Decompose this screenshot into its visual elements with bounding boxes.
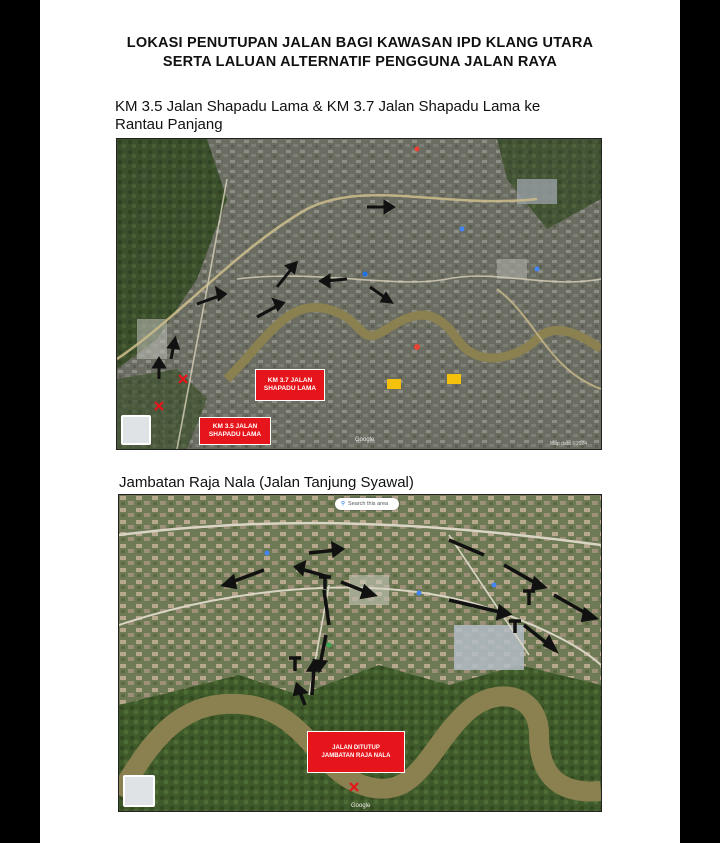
- map1-label-a-line-1: KM 3.7 JALAN: [267, 377, 313, 384]
- map2-satellite-view[interactable]: [118, 494, 602, 812]
- document-title: [40, 34, 680, 72]
- map2-search-area-button[interactable]: [335, 498, 399, 510]
- search-icon: ⚲: [341, 501, 346, 507]
- map1-label-a-line-2: SHAPADU LAMA: [263, 385, 317, 392]
- map1-poi-pin[interactable]: [535, 267, 540, 272]
- map2-closure-label: [307, 731, 405, 773]
- map2-layers-thumbnail[interactable]: [123, 775, 155, 807]
- map2-label-line-2: JAMBATAN RAJA NALA: [321, 753, 391, 759]
- document-page: [40, 0, 680, 843]
- map1-poi-pin[interactable]: [415, 147, 420, 152]
- svg-text:Map data ©2024: Map data ©2024: [549, 441, 587, 447]
- map2-google-logo: Google: [351, 803, 371, 809]
- map2-poi-pin[interactable]: [327, 643, 332, 648]
- map1-caption-line-2: Rantau Panjang: [115, 116, 223, 133]
- map2-caption: Jambatan Raja Nala (Jalan Tanjung Syawal): [119, 474, 414, 491]
- title-line-2: SERTA LALUAN ALTERNATIF PENGGUNA JALAN RAYA: [162, 54, 558, 70]
- map2-poi-pin[interactable]: [265, 551, 270, 556]
- map2-poi-pin[interactable]: [417, 591, 422, 596]
- title-line-1: LOKASI PENUTUPAN JALAN BAGI KAWASAN IPD KLANG UTARA: [126, 35, 594, 51]
- map1-label-b-line-2: SHAPADU LAMA: [208, 431, 262, 438]
- map1-closure-label-km35: [199, 417, 271, 445]
- map2-search-label: Search this area: [348, 501, 389, 507]
- map1-yellow-marker: [387, 379, 401, 389]
- map1-location-pin[interactable]: [414, 344, 420, 350]
- map1-satellite-view[interactable]: [116, 138, 602, 450]
- map1-poi-pin[interactable]: [460, 227, 465, 232]
- map1-poi-pin[interactable]: [363, 272, 368, 277]
- map1-label-b-line-1: KM 3.5 JALAN: [212, 423, 258, 430]
- map2-label-line-1: JALAN DITUTUP: [332, 745, 380, 751]
- map1-closure-label-km37: [255, 369, 325, 401]
- map1-canvas: [117, 139, 601, 449]
- map1-caption-line-1: KM 3.5 Jalan Shapadu Lama & KM 3.7 Jalan Shapadu Lama ke: [115, 98, 541, 115]
- map1-caption: [115, 98, 635, 134]
- map1-layers-thumbnail[interactable]: [121, 415, 151, 445]
- map1-google-logo: Google: [355, 437, 375, 443]
- map1-yellow-marker: [447, 374, 461, 384]
- map2-poi-pin[interactable]: [492, 583, 497, 588]
